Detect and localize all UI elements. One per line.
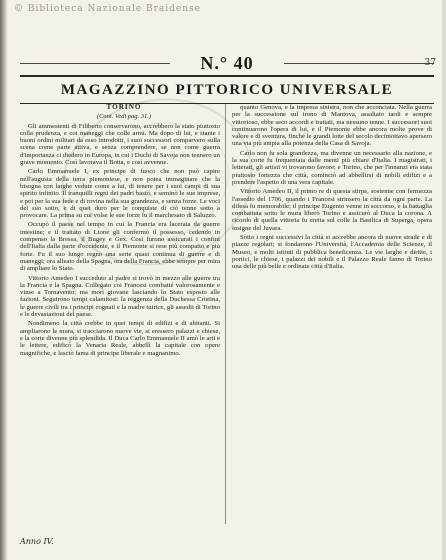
right-column: [232, 104, 432, 524]
paragraph: Nondimeno la città crebbe in quei tempi di edifizi e di abitanti. Si ampliarono le mura, si tracciarono nuove vie, si eressero palazzi e chiese, e la corte divenne più splendida. Il Duca Carlo Emmanuele II amò le arti e le lettere, edificò la Venaria Reale, abbellì la capitale con opere magnifiche, e lasciò fama di principe liberale e magnanimo.: [20, 320, 220, 357]
column-divider: [225, 104, 226, 524]
issue-number: N.° 40: [200, 52, 254, 73]
paragraph: quanto Genova, e la impresa sinistra, non che acconciata. Nella guerra per la successione sul trono di Mantova, assaltato tardi e sempre vittorioso, ebbe seco accordi e trattati, ma nessuno tenne. I successori suoi continuarono l'opera di lui, e il Piemonte ebbe ancora molte prove di valore e di sventura, finché le grandi lotte del secolo decimottavo apersero una via più ampia alla potenza della Casa di Savoja.: [232, 104, 432, 148]
binding-shadow: [0, 0, 8, 560]
issue-header: [20, 52, 434, 74]
paragraph: Occupò il paese nel tempo in cui la Francia era lacerata da guerre intestine; e il trattato di Lione gli confermò il possesso, cedendo in compenso la Bressa, il Bugey e Gex. Così furono assicurati i confini dell'Italia dalla parte d'occidente, e il Piemonte si rese più compatto e più forte. Fu il suo lungo regno una serie quasi continua di guerre e di maneggi; ora alleato della Spagna, ora della Francia, ebbe sempre per mira di ampliare lo Stato.: [20, 221, 220, 273]
header-rule-right: [284, 63, 434, 64]
paragraph: Gli ammestenti di Filiberto conservarono, accrebbero la stato piuttosto colla prudenza, e coi maneggi che colle armi. Ma dopo di lui, e stante i buoni ordini militari da esso introdotti, i suoi successori comparvero sulla scena come parte attiva, e senza comprendere, se non come guerra d'importanza ci diedero in Europa, in cui i Duchi di Savoja non tennero un grave momento. Così lavorava il Botta, e così avvenne.: [20, 122, 220, 167]
paragraph: Carlo Emmanuele I, ex principe di fuoco che non può capire nell'augusta della terra piemontese, e non potea immaginare che la bisogna con larghe vedute come a lui, di tenere per i suoi campi di sua spirito infinito. Il tranquilli regni dei padri bastò, e seminò le sue imprese, e poi per la sua fede e di rovina nella sua grandezza, e senza forze. Le voci del suo sotto, e di quei duro per le conquiste di ciò tenne sotto a provocare. La prima su cui volse le sue forze fu il marchesato di Saluzzo.: [20, 168, 220, 220]
section-title: TORINO: [106, 104, 142, 111]
footer-year: Anno IV.: [20, 537, 54, 546]
article-body: [20, 104, 434, 526]
page-number: 37: [424, 58, 436, 68]
header-rule-left: [20, 63, 170, 64]
paragraph: Sotto i regni successivi la città si accrebbe ancora di nuove strade e di piazze regolari; si fondarono l'Università, l'Accademia delle Scienze, il Museo, e molti istituti di pubblica beneficenza. Le vie larghe e diritte, i portici, le chiese, i palazzi dei nobili e il Palazzo Reale fanno di Torino una delle più belle e ordinate città d'Italia.: [232, 234, 432, 271]
left-column: [20, 104, 220, 524]
paragraph: Vittorio Amedeo I succeduto al padre si trovò in mezzo alle guerre tra la Francia e la Spagna. Collegato coi Francesi combatté valorosamente e vinse a Tornavento; ma morì giovane lasciando lo Stato esposto alle fazioni. Seguirono tempi calamitosi: la reggenza della Duchessa Cristina, le guerre civili tra i principi cognati e la madre tutrice, gli assedii di Torino e le devastazioni del paese.: [20, 274, 220, 319]
paragraph: Vittorio Amedeo II, il primo re di questa stirpe, sostenne con fermezza l'assedio del 1706, quando i Francesi strinsero la città da ogni parte. La difesa fu memorabile; il principe Eugenio venne in soccorso, e la battaglia combattuta sotto le mura liberò Torino e assicurò al Duca la corona. A ricordo di quella vittoria fu eretta sul colle la Basilica di Superga, opera insigne del Juvara.: [232, 188, 432, 232]
page-edge: [442, 0, 446, 560]
library-watermark: © Biblioteca Nazionale Braidense: [14, 4, 201, 14]
masthead-title: MAGAZZINO PITTORICO UNIVERSALE: [20, 75, 434, 104]
section-subtitle: (Cont. Vedi pag. 31.): [96, 113, 152, 121]
paragraph: Carlo non fu sola grandezza, ma divenne un necessario alla nazione, e la sua corte fu frequentata dalle menti più chiare d'Italia. I magistrati, i letterati, gli artisti vi trovarono favore; e Torino, che per l'innanzi era stata piuttosto fortezza che città, cominciò ad abbellirsi di nobili edifizi e a prendere l'aspetto di una vera capitale.: [232, 149, 432, 186]
